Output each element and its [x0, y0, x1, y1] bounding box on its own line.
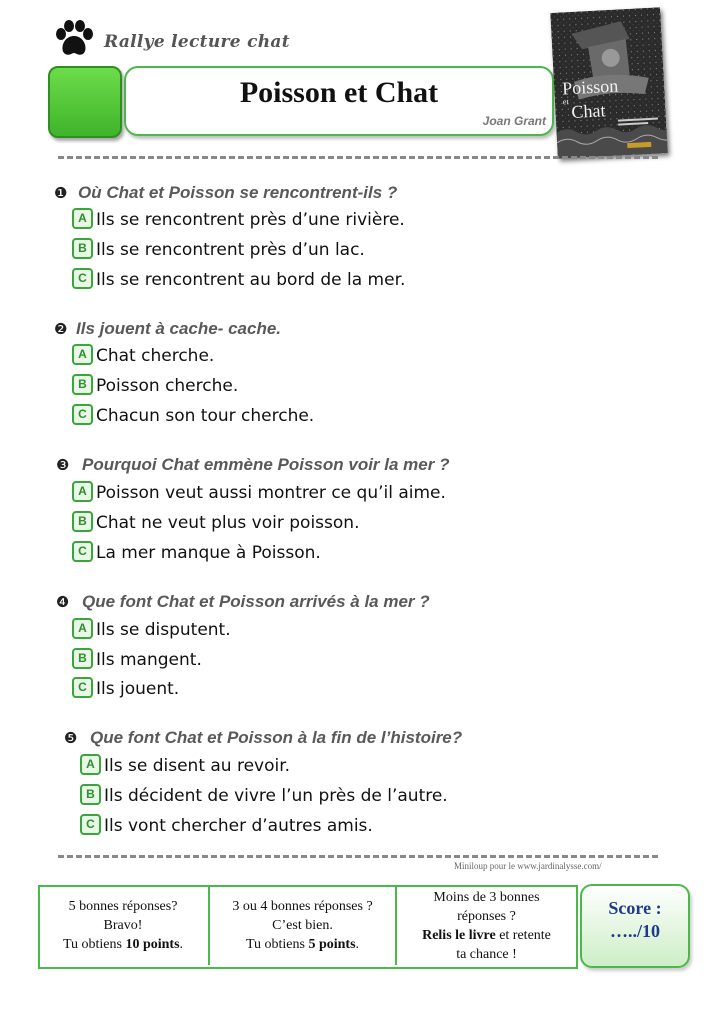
answer-4b-text: Ils mangent.	[96, 650, 202, 670]
answer-4a-text: Ils se disputent.	[96, 620, 231, 640]
answer-4c-badge[interactable]: C	[72, 677, 93, 698]
paw-icon	[54, 20, 94, 58]
score-cell-1	[38, 885, 210, 965]
question-2-number: ❷	[54, 320, 68, 338]
answer-1a-text: Ils se rencontrent près d’une rivière.	[96, 210, 405, 230]
svg-text:Chat: Chat	[570, 100, 606, 122]
score-cell-3-line2: réponses ?	[457, 909, 516, 924]
score-value: …../10	[609, 921, 660, 941]
answer-1a-badge[interactable]: A	[72, 208, 93, 229]
answer-1b-badge[interactable]: B	[72, 238, 93, 259]
answer-1c-text: Ils se rencontrent au bord de la mer.	[96, 270, 406, 290]
score-cell-2	[210, 885, 397, 965]
page-title: Poisson et Chat	[239, 76, 439, 109]
answer-3a-badge[interactable]: A	[72, 481, 93, 502]
question-3-text: Pourquoi Chat emmène Poisson voir la mer ?	[82, 455, 450, 474]
score-cell-1-line2: Bravo!	[103, 918, 143, 933]
answer-2a-badge[interactable]: A	[72, 344, 93, 365]
answer-2b-text: Poisson cherche.	[96, 376, 239, 396]
score-cell-3-line1: Moins de 3 bonnes	[433, 890, 540, 905]
score-cell-2-line3: Tu obtiens 5 points.	[245, 937, 360, 952]
brand-label: Rallye lecture chat	[104, 32, 290, 52]
answer-3c-text: La mer manque à Poisson.	[96, 543, 321, 563]
answer-3c-badge[interactable]: C	[72, 541, 93, 562]
answer-5c-badge[interactable]: C	[80, 814, 101, 835]
answer-3a-text: Poisson veut aussi montrer ce qu’il aime.	[96, 483, 446, 503]
answer-4b-badge[interactable]: B	[72, 648, 93, 669]
answer-4a-badge[interactable]: A	[72, 618, 93, 639]
divider-top	[58, 156, 658, 159]
question-4-text: Que font Chat et Poisson arrivés à la mer ?	[82, 592, 430, 611]
author-name: Joan Grant	[482, 114, 546, 128]
question-5-number: ❺	[64, 729, 78, 747]
answer-3b-text: Chat ne veut plus voir poisson.	[96, 513, 360, 533]
question-5-text: Que font Chat et Poisson à la fin de l’histoire?	[90, 728, 463, 747]
answer-2a-text: Chat cherche.	[96, 346, 215, 366]
question-2-text: Ils jouent à cache- cache.	[76, 319, 282, 338]
answer-5a-badge[interactable]: A	[80, 754, 101, 775]
answer-2c-badge[interactable]: C	[72, 404, 93, 425]
answer-4c-text: Ils jouent.	[96, 679, 180, 699]
question-3-number: ❸	[56, 456, 70, 474]
score-box	[580, 884, 690, 968]
score-cell-2-line2: C’est bien.	[272, 918, 333, 933]
question-4-number: ❹	[56, 593, 70, 611]
answer-3b-badge[interactable]: B	[72, 511, 93, 532]
score-cell-2-line1: 3 ou 4 bonnes réponses ?	[232, 899, 373, 914]
answer-2b-badge[interactable]: B	[72, 374, 93, 395]
answer-1b-text: Ils se rencontrent près d’un lac.	[96, 240, 365, 260]
divider-bottom	[58, 855, 658, 858]
svg-text:et: et	[562, 97, 569, 107]
cover-title-1: Poisson	[561, 75, 619, 99]
answer-1c-badge[interactable]: C	[72, 268, 93, 289]
answer-5b-badge[interactable]: B	[80, 784, 101, 805]
score-cell-1-line1: 5 bonnes réponses?	[68, 899, 178, 914]
score-cell-3-line4: ta chance !	[456, 947, 517, 962]
question-1-number: ❶	[54, 184, 68, 202]
question-1-text: Où Chat et Poisson se rencontrent-ils ?	[78, 183, 398, 202]
score-cell-3-line3: Relis le livre et retente	[422, 928, 551, 943]
answer-5a-text: Ils se disent au revoir.	[104, 756, 291, 776]
green-decor-box	[48, 66, 122, 138]
answer-2c-text: Chacun son tour cherche.	[96, 406, 315, 426]
book-cover-image	[550, 7, 667, 159]
credit-text: Miniloup pour le www.jardinalysse.com/	[454, 861, 602, 871]
score-label: Score :	[608, 898, 662, 918]
score-cell-1-line3: Tu obtiens 10 points.	[62, 937, 184, 952]
answer-5b-text: Ils décident de vivre l’un près de l’autre.	[104, 786, 448, 806]
score-cell-3	[397, 885, 576, 965]
answer-5c-text: Ils vont chercher d’autres amis.	[104, 816, 373, 836]
